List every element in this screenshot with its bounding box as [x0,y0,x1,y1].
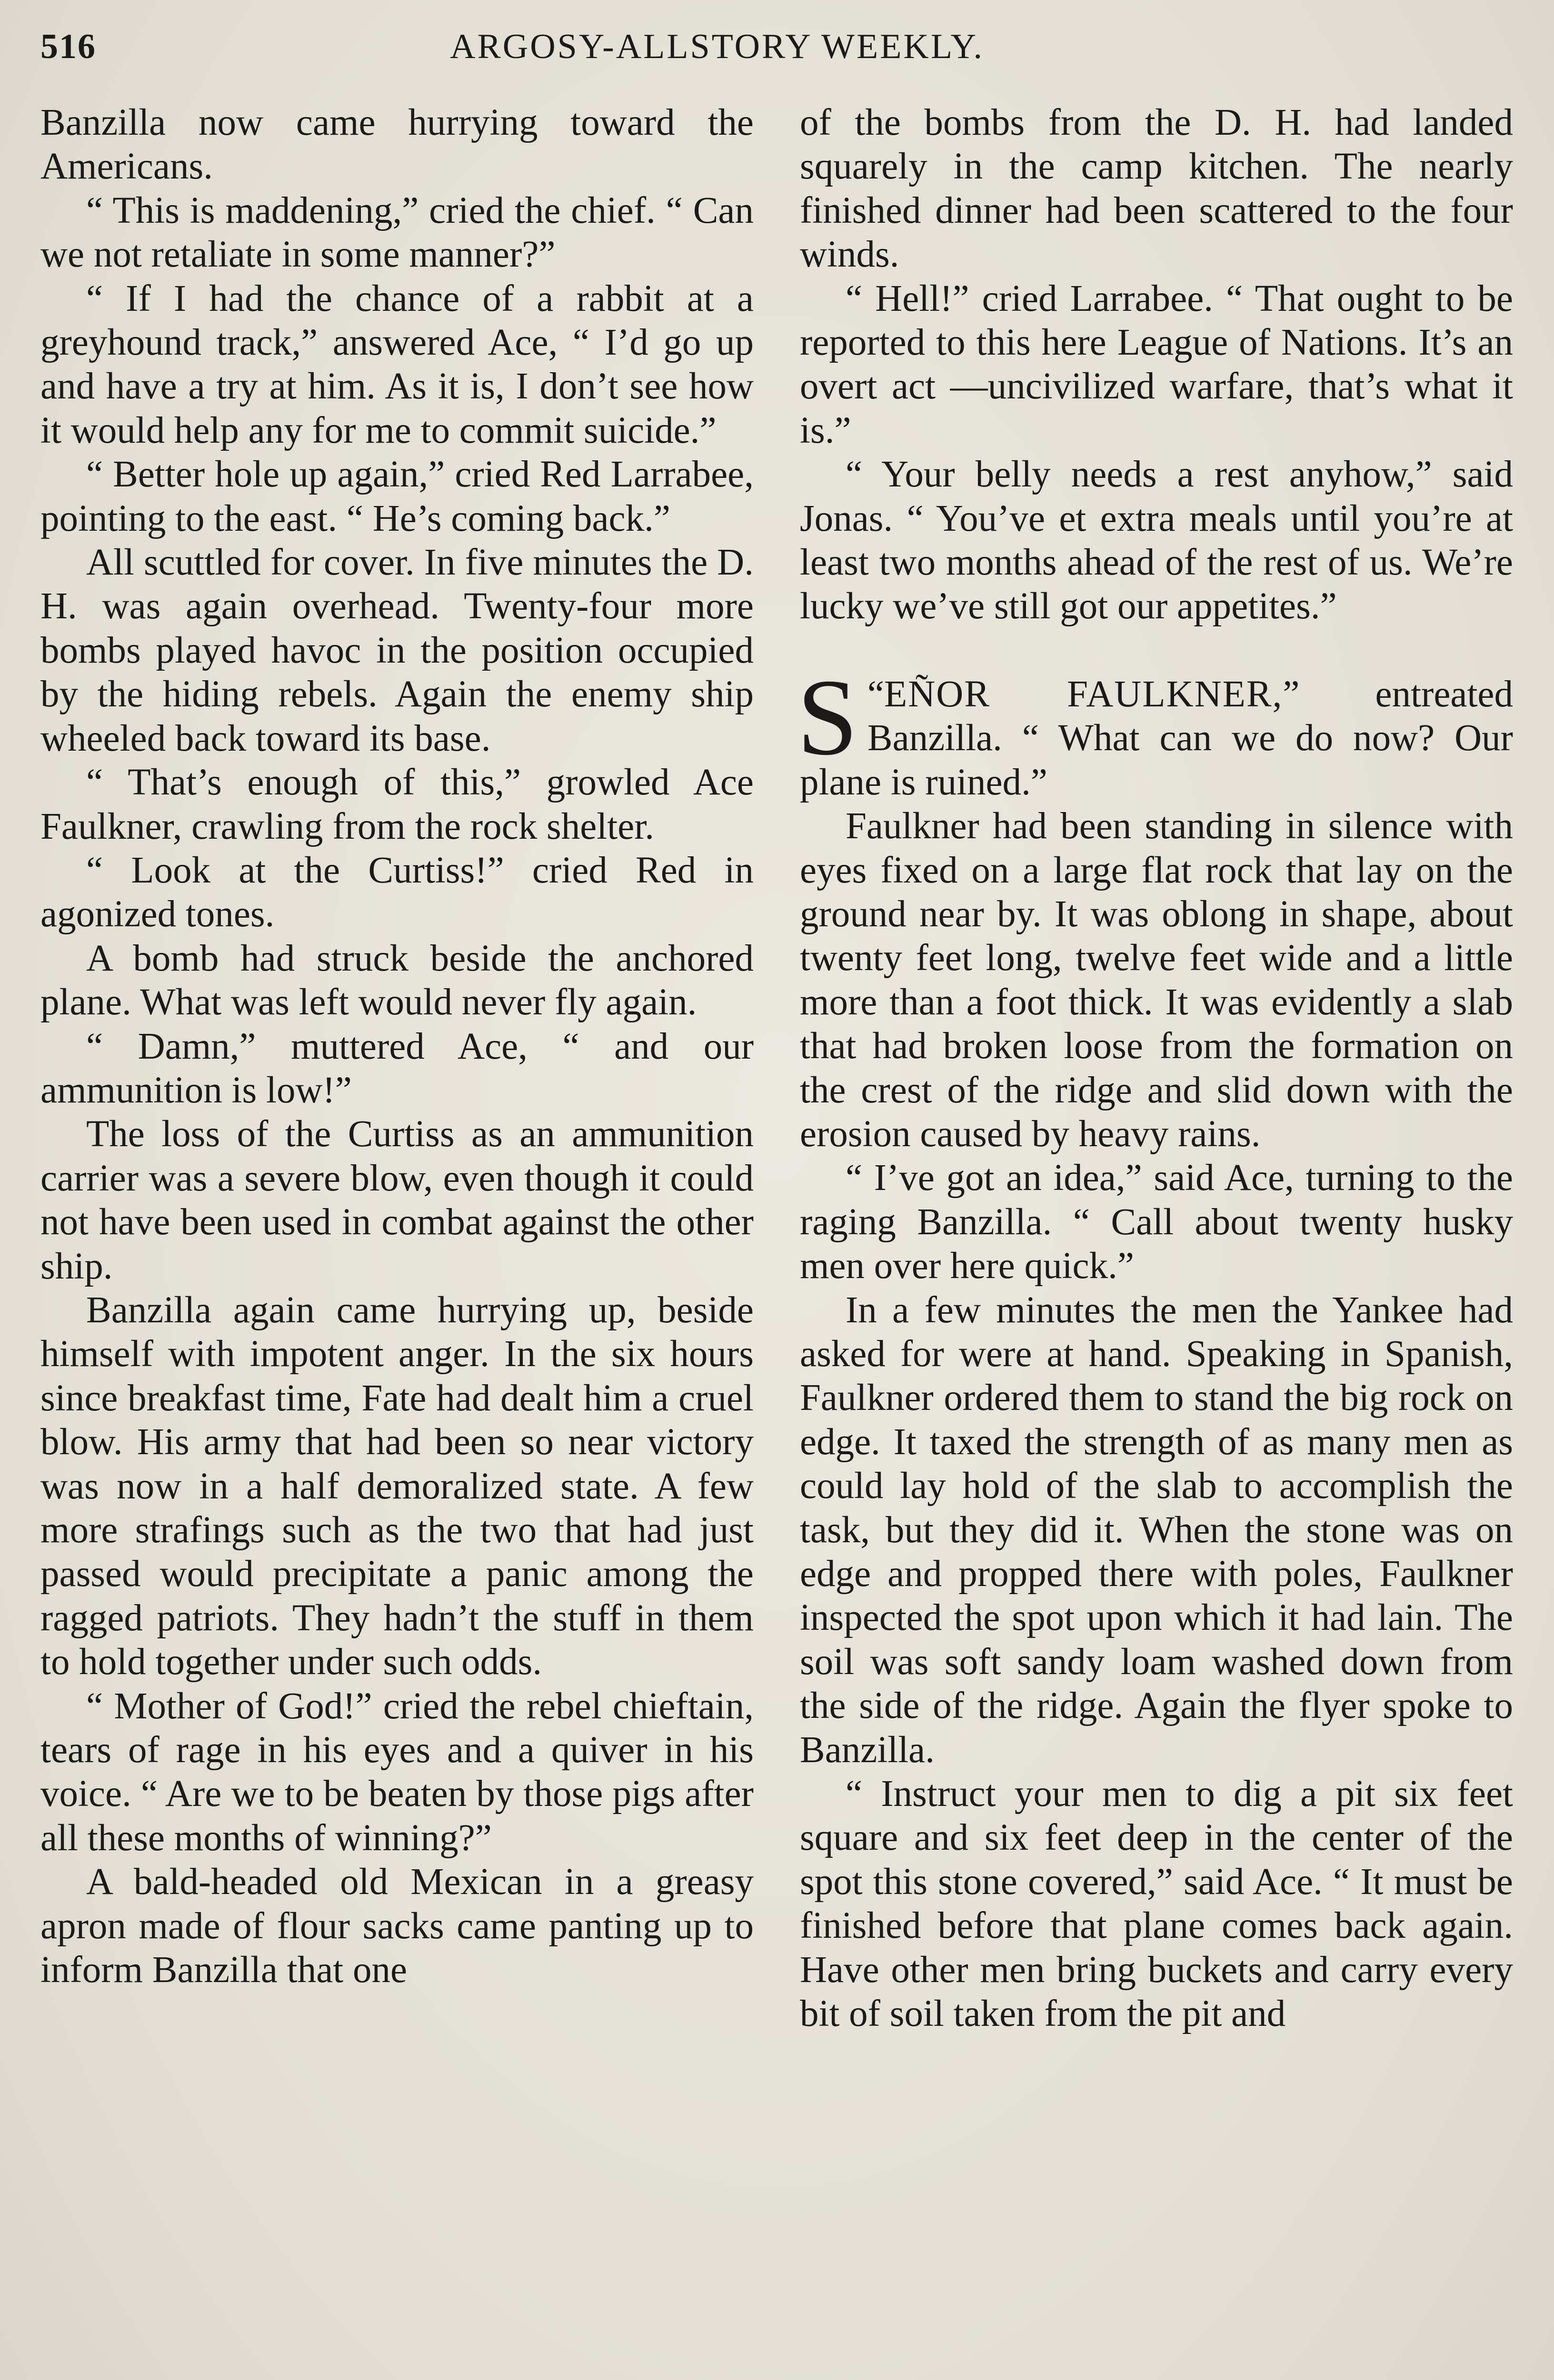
continuation-paragraph: of the bombs from the D. H. had landed squarely in the camp kitchen. The nearly finished dinner had been scattered to the four winds. [800,102,1513,276]
left-column [40,101,754,1992]
paragraph: “ If I had the chance of a rabbit at a greyhound track,” answered Ace, “ I’d go up and have a try at him. As it is, I don’t see how it would help any for me to commit suicide.” [40,278,754,451]
paragraph: “ Mother of God!” cried the rebel chieftain, tears of rage in his eyes and a quiver in his voice. “ Are we to be beaten by those pigs after all these months of winning?” [40,1685,754,1859]
paragraph: “ Better hole up again,” cried Red Larrabee, pointing to the east. “ He’s coming back.” [40,454,754,539]
paragraph: A bald-headed old Mexican in a greasy apron made of flour sacks came panting up to inform Banzilla that one [40,1861,754,1991]
opening-quote: “ [867,673,884,715]
paragraph: “ Instruct your men to dig a pit six feet square and six feet deep in the center of the spot this stone covered,” said Ace. “ It must be finished before that plane comes back again. Have other men bring buckets and carry every bit of soil taken from the pit and [800,1773,1513,2035]
paragraph: “ Damn,” muttered Ace, “ and our ammunition is low!” [40,1025,754,1111]
page-number: 516 [40,27,96,66]
drop-cap: S [797,656,858,778]
paragraph: “ Look at the Curtiss!” cried Red in agonized tones. [40,849,754,935]
paragraph: “ That’s enough of this,” growled Ace Faulkner, crawling from the rock shelter. [40,762,754,847]
small-caps-lead: EÑOR FAULKNER, [884,673,1283,715]
paragraph: Faulkner had been standing in silence with eyes fixed on a large flat rock that lay on the ground near by. It was oblong in shape, about twenty feet long, twelve feet wide and a little more than a foot thick. It was evidently a slab that had broken loose from the formation on the crest of the ridge and slid down with the erosion caused by heavy rains. [800,805,1513,1155]
paragraph: A bomb had struck beside the anchored plane. What was left would never fly again. [40,937,754,1023]
paragraph: “ Hell!” cried Larrabee. “ That ought to be reported to this here League of Nations. It’s an overt act —uncivilized warfare, that’s what it is.” [800,278,1513,451]
section-break [800,629,1513,673]
page-header [40,18,1524,75]
opening-rest: ” entreated Banzilla. “ What can we do now? Our plane is ruined.” [800,673,1513,803]
right-column [797,101,1513,2036]
section-opening-paragraph [797,656,1513,804]
paragraph: The loss of the Curtiss as an ammunition carrier was a severe blow, even though it could not have been used in combat against the other ship. [40,1113,754,1287]
paragraph: “ I’ve got an idea,” said Ace, turning to the raging Banzilla. “ Call about twenty husky men over here quick.” [800,1157,1513,1287]
paragraph: “ Your belly needs a rest anyhow,” said Jonas. “ You’ve et extra meals until you’re at least two months ahead of the rest of us. We’re lucky we’ve still got our appetites.” [800,454,1513,627]
paragraph: “ This is maddening,” cried the chief. “ Can we not retaliate in some manner?” [40,189,754,276]
paragraph: In a few minutes the men the Yankee had asked for were at hand. Speaking in Spanish, Faulkner ordered them to stand the big rock on edge. It taxed the strength of as many men as could lay hold of the slab to accomplish the task, but they did it. When the stone was on edge and propped there with poles, Faulkner inspected the spot upon which it had lain. The soil was soft sandy loam washed down from the side of the ridge. Again the flyer spoke to Banzilla. [800,1289,1513,1771]
running-head: ARGOSY-ALLSTORY WEEKLY. [450,27,985,66]
paragraph: All scuttled for cover. In five minutes the D. H. was again overhead. Twenty-four more bombs played havoc in the position occupied by the hiding rebels. Again the enemy ship wheeled back toward its base. [40,542,754,759]
paragraph: Banzilla now came hurrying toward the Americans. [40,102,754,188]
paragraph: Banzilla again came hurrying up, beside himself with impotent anger. In the six hours since breakfast time, Fate had dealt him a cruel blow. His army that had been so near victory was now in a half demoralized state. A few more strafings such as the two that had just passed would precipitate a panic among the ragged patriots. They hadn’t the stuff in them to hold together under such odds. [40,1289,754,1683]
